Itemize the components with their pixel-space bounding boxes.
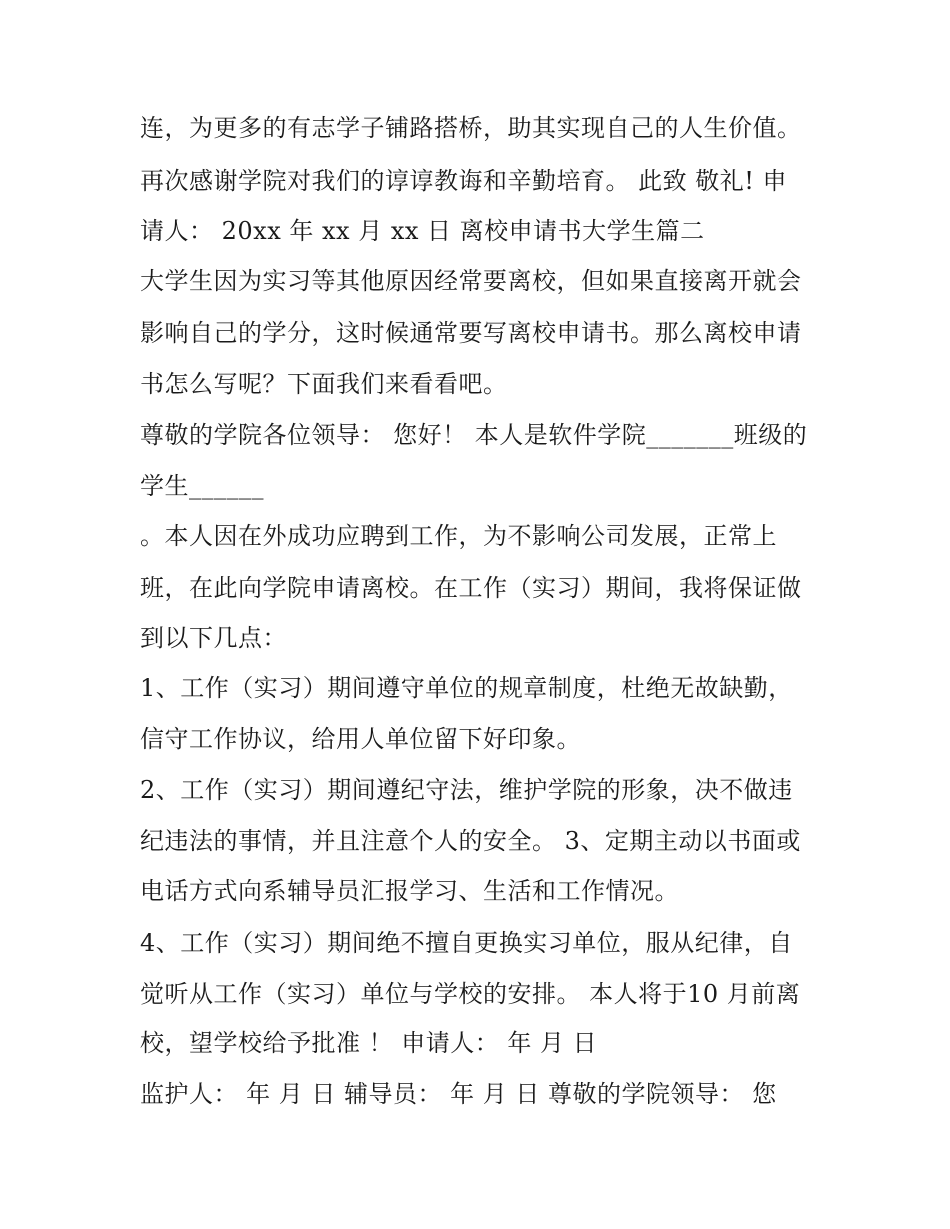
text-line: 大学生因为实习等其他原因经常要离校，但如果直接离开就会: [140, 267, 802, 295]
text-line: 校，望学校给予批准 ！ 申请人： 年 月 日: [140, 1029, 598, 1057]
text-line: 2、工作（实习）期间遵纪守法，维护学院的形象，决不做违: [140, 776, 793, 804]
text-line: 纪违法的事情，并且注意个人的安全。 3、定期主动以书面或: [140, 827, 801, 855]
text-line: 请人： 20xx 年 xx 月 xx 日 离校申请书大学生篇二: [140, 217, 705, 245]
text-line: 尊敬的学院各位领导： 您好！ 本人是软件学院_______班级的: [140, 421, 808, 449]
text-line: 学生______: [140, 472, 264, 500]
text-line: 信守工作协议，给用人单位留下好印象。: [140, 725, 581, 753]
text-line: 电话方式向系辅导员汇报学习、生活和工作情况。: [140, 877, 679, 905]
text-line: 书怎么写呢？下面我们来看看吧。: [140, 370, 508, 398]
text-line: 。本人因在外成功应聘到工作，为不影响公司发展，正常上: [140, 522, 777, 550]
text-line: 班，在此向学院申请离校。在工作（实习）期间，我将保证做: [140, 574, 802, 602]
text-line: 影响自己的学分，这时候通常要写离校申请书。那么离校申请: [140, 319, 802, 347]
text-line: 到以下几点：: [140, 624, 287, 652]
text-line: 再次感谢学院对我们的谆谆教诲和辛勤培育。 此致 敬礼! 申: [140, 167, 788, 195]
text-line: 监护人： 年 月 日 辅导员： 年 月 日 尊敬的学院领导： 您: [140, 1080, 777, 1108]
text-line: 4、工作（实习）期间绝不擅自更换实习单位，服从纪律，自: [140, 929, 793, 957]
text-line: 觉听从工作（实习）单位与学校的安排。 本人将于10 月前离: [140, 980, 801, 1008]
text-line: 连，为更多的有志学子铺路搭桥，助其实现自己的人生价值。: [140, 114, 802, 142]
text-line: 1、工作（实习）期间遵守单位的规章制度，杜绝无故缺勤，: [140, 674, 793, 702]
